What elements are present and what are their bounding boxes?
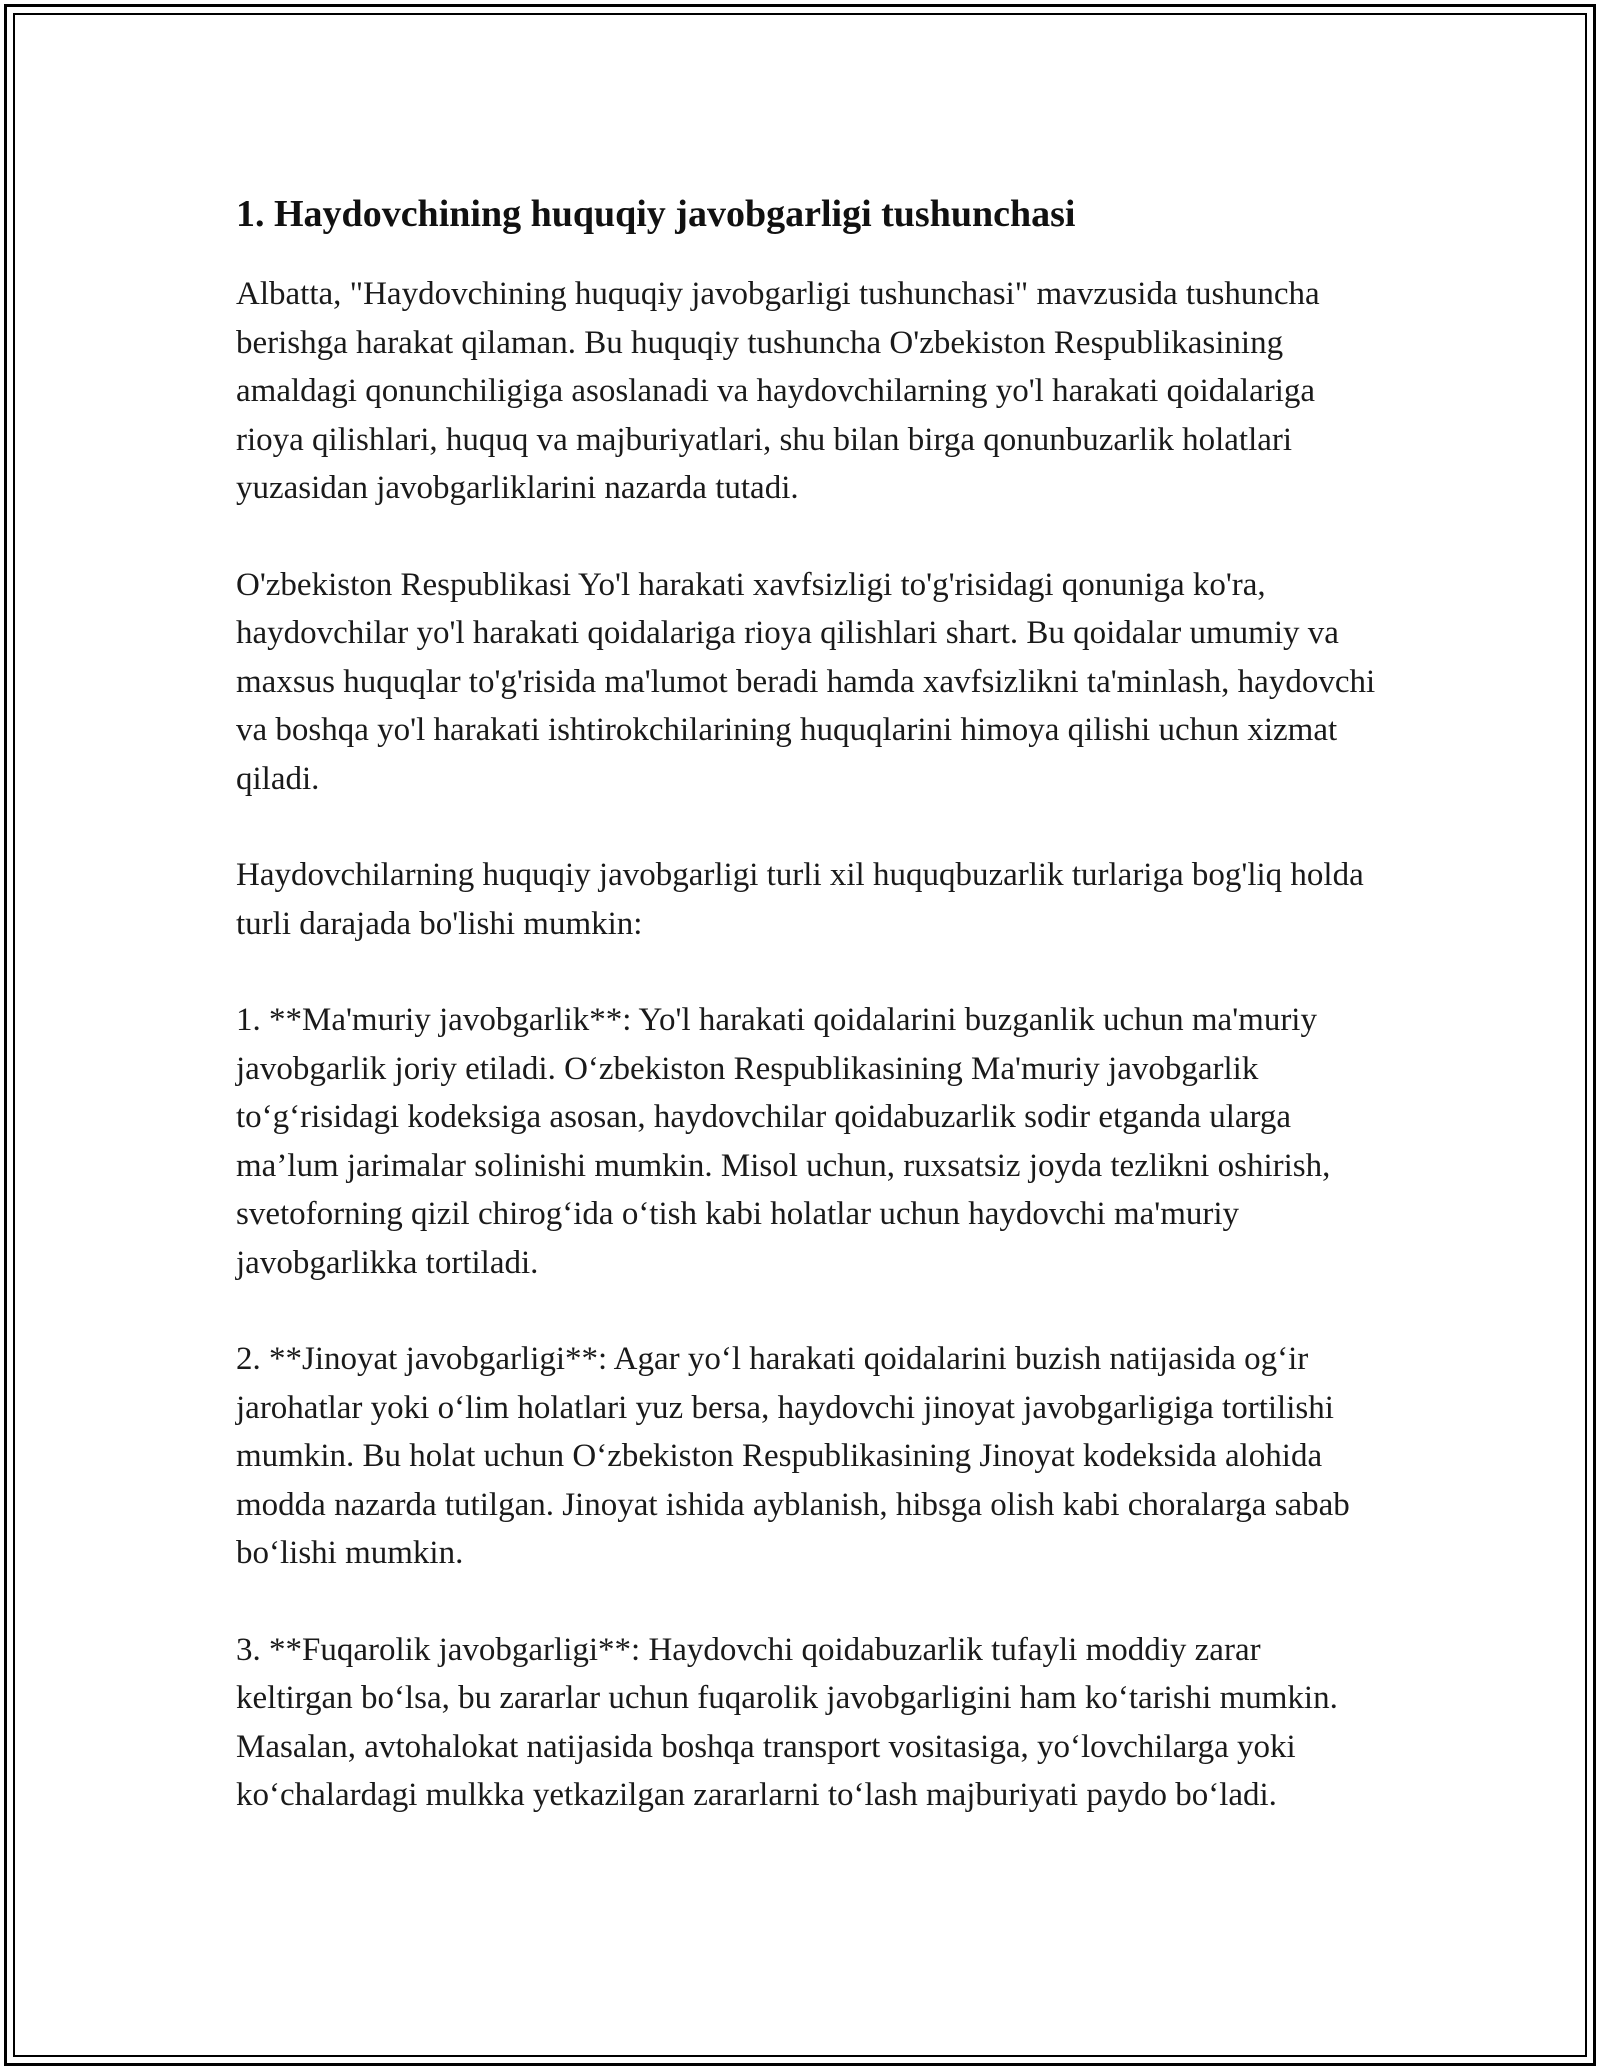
paragraph-civil: 3. **Fuqarolik javobgarligi**: Haydovchi qoidabuzarlik tufayli moddiy zarar keltirgan bo‘lsa, bu zararlar uchun fuqarolik javobgarligini ham ko‘tarishi mumkin. Masalan, avtohalokat natijasida boshqa transport vositasiga, yo‘lovchilarga yoki ko‘chalardagi mulkka yetkazilgan zararlarni to‘lash majburiyati paydo bo‘ladi.	[236, 1631, 1338, 1813]
paragraph-administrative: 1. **Ma'muriy javobgarlik**: Yo'l harakati qoidalarini buzganlik uchun ma'muriy javobgarlik joriy etiladi. O‘zbekiston Respublikasining Ma'muriy javobgarlik to‘g‘risidagi kodeksiga asosan, haydovchilar qoidabuzarlik sodir etganda ularga ma’lum jarimalar solinishi mumkin. Misol uchun, ruxsatsiz joyda tezlikni oshirish, svetoforning qizil chirog‘ida o‘tish kabi holatlar uchun haydovchi ma'muriy javobgarlikka tortiladi.	[236, 1002, 1331, 1281]
paragraph-intro: Albatta, "Haydovchining huquqiy javobgarligi tushunchasi" mavzusida tushuncha berishga harakat qilaman. Bu huquqiy tushuncha O'zbekiston Respublikasining amaldagi qonunchiligiga asoslanadi va haydovchilarning yo'l harakati qoidalariga rioya qilishlari, huquq va majburiyatlari, shu bilan birga qonunbuzarlik holatlari yuzasidan javobgarliklarini nazarda tutadi.	[236, 276, 1320, 506]
paragraph-law: O'zbekiston Respublikasi Yo'l harakati xavfsizligi to'g'risidagi qonuniga ko'ra, haydovchilar yo'l harakati qoidalariga rioya qilishlari shart. Bu qoidalar umumiy va maxsus huquqlar to'g'risida ma'lumot beradi hamda xavfsizlikni ta'minlash, haydovchi va boshqa yo'l harakati ishtirokchilarining huquqlarini himoya qilishi uchun xizmat qiladi.	[236, 566, 1376, 797]
paragraph-types-intro: Haydovchilarning huquqiy javobgarligi turli xil huquqbuzarlik turlariga bog'liq holda turli darajada bo'lishi mumkin:	[236, 857, 1364, 942]
document-body	[236, 188, 1376, 1868]
section-heading: 1. Haydovchining huquqiy javobgarligi tushunchasi	[236, 193, 1076, 235]
paragraph-criminal: 2. **Jinoyat javobgarligi**: Agar yo‘l harakati qoidalarini buzish natijasida og‘ir jarohatlar yoki o‘lim holatlari yuz bersa, haydovchi jinoyat javobgarligiga tortilishi mumkin. Bu holat uchun O‘zbekiston Respublikasining Jinoyat kodeksida alohida modda nazarda tutilgan. Jinoyat ishida ayblanish, hibsga olish kabi choralarga sabab bo‘lishi mumkin.	[236, 1341, 1350, 1571]
